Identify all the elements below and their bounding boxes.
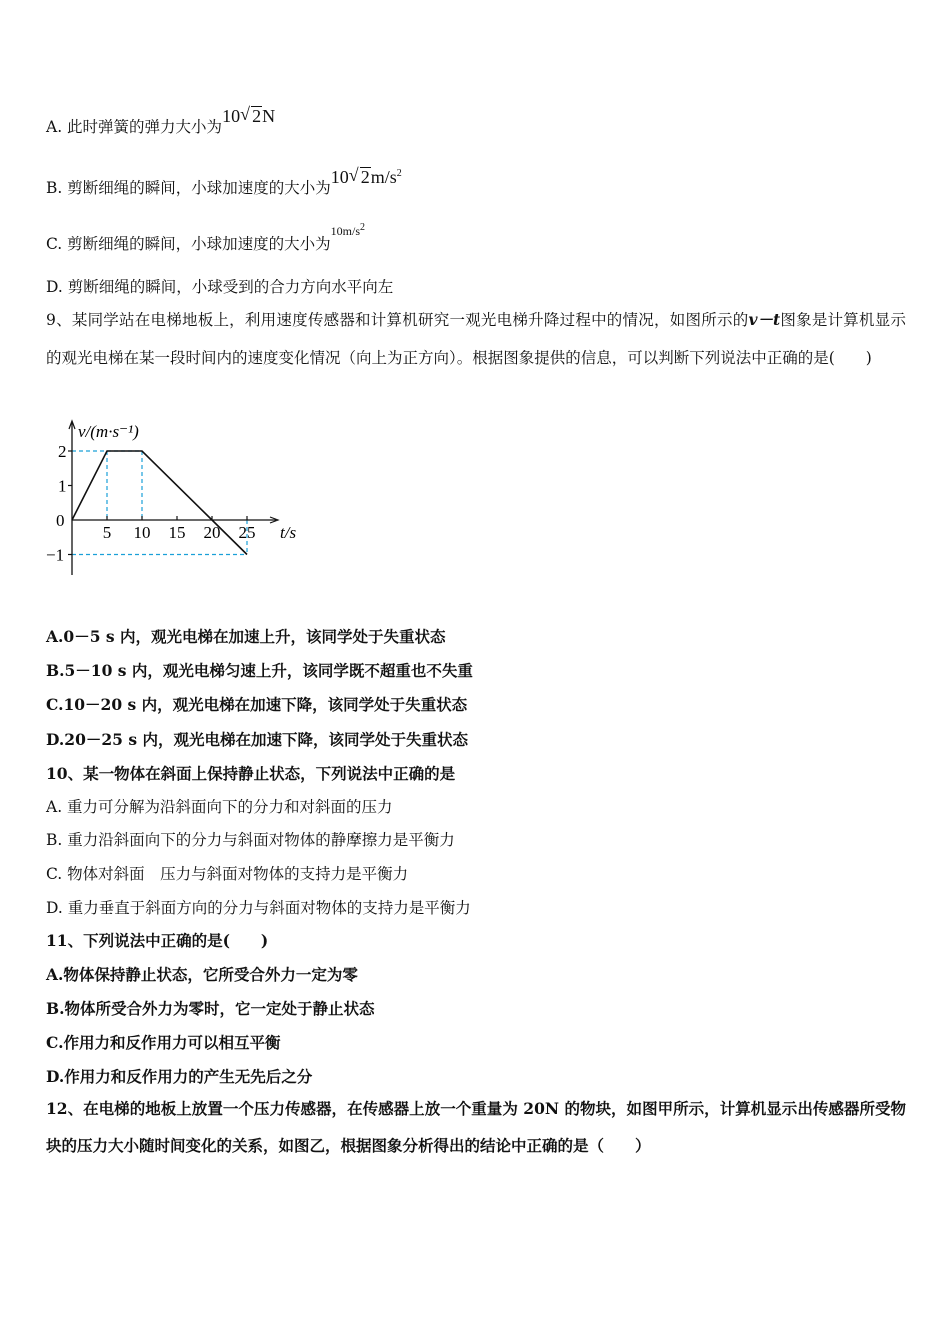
- q10-option-a: A. 重力可分解为沿斜面向下的分力和对斜面的压力: [46, 798, 393, 816]
- q8-option-d: D. 剪断细绳的瞬间，小球受到的合力方向水平向左: [46, 278, 394, 296]
- q11-option-b: B.物体所受合外力为零时，它一定处于静止状态: [46, 999, 375, 1018]
- vt-line: [72, 451, 247, 555]
- q10-option-b: B. 重力沿斜面向下的分力与斜面对物体的静摩擦力是平衡力: [46, 831, 455, 849]
- chart-xlabel: t/s: [280, 523, 297, 542]
- q9-stem: 9、某同学站在电梯地板上，利用速度传感器和计算机研究一观光电梯升降过程中的情况，如图所示的v－t图象是计算机显示的观光电梯在某一段时间内的速度变化情况（向上为正方向）。根据图象提供的信息，可以判断下列说法中正确的是( ): [46, 310, 906, 367]
- q8-option-c-formula: 10m/s2: [330, 222, 366, 238]
- q8-option-a-formula: 10√ 2N: [222, 106, 275, 126]
- y-tick-label: 0: [56, 511, 65, 530]
- q8-option-a: [46, 106, 276, 137]
- q11-option-a: A.物体保持静止状态，它所受合外力一定为零: [46, 965, 358, 984]
- q12-stem: 12、在电梯的地板上放置一个压力传感器，在传感器上放一个重量为 20N 的物块，如图甲所示，计算机显示出传感器所受物块的压力大小随时间变化的关系，如图乙，根据图象分析得出的结论中正确的是（ ）: [46, 1099, 906, 1155]
- q10-option-c: C. 物体对斜面 压力与斜面对物体的支持力是平衡力: [46, 865, 409, 883]
- vt-graph: [44, 415, 314, 590]
- q8-option-b-formula: 10√ $2m/s^2$: [331, 167, 402, 187]
- q8-option-c-text: C. 剪断细绳的瞬间，小球加速度的大小为: [46, 235, 331, 253]
- y-tick-label: 1: [58, 476, 67, 496]
- x-tick-label: 20: [203, 523, 221, 542]
- x-tick-label: 25: [238, 523, 256, 542]
- q9-option-b: B.5－10 s 内，观光电梯匀速上升，该同学既不超重也不失重: [46, 661, 473, 680]
- q11-option-d: D.作用力和反作用力的产生无先后之分: [46, 1067, 313, 1086]
- q11-option-c: C.作用力和反作用力可以相互平衡: [46, 1033, 281, 1052]
- chart-series: [72, 451, 247, 555]
- x-tick-label: 5: [102, 523, 112, 542]
- q8-option-b: [46, 167, 402, 198]
- q8-option-b-text: B. 剪断细绳的瞬间，小球加速度的大小为: [46, 179, 331, 197]
- q9-option-d: D.20－25 s 内，观光电梯在加速下降，该同学处于失重状态: [46, 730, 468, 749]
- q11-stem: 11、下列说法中正确的是( ): [46, 931, 269, 950]
- x-tick-label: 10: [133, 523, 151, 542]
- q8-option-a-text: A. 此时弹簧的弹力大小为: [46, 118, 223, 136]
- q9-option-a: A.0－5 s 内，观光电梯在加速上升，该同学处于失重状态: [46, 627, 446, 646]
- q8-option-c: [46, 222, 366, 255]
- q10-stem: 10、某一物体在斜面上保持静止状态，下列说法中正确的是: [46, 764, 456, 783]
- q9-vt-symbol: v－t: [748, 310, 781, 329]
- y-tick-label: −1: [46, 545, 65, 565]
- y-tick-label: 2: [58, 442, 67, 461]
- chart-ylabel: v/(m·s⁻¹): [78, 422, 139, 441]
- q10-option-d: D. 重力垂直于斜面方向的分力与斜面对物体的支持力是平衡力: [46, 899, 471, 917]
- x-tick-label: 15: [168, 523, 186, 542]
- q9-option-c: C.10－20 s 内，观光电梯在加速下降，该同学处于失重状态: [46, 695, 468, 714]
